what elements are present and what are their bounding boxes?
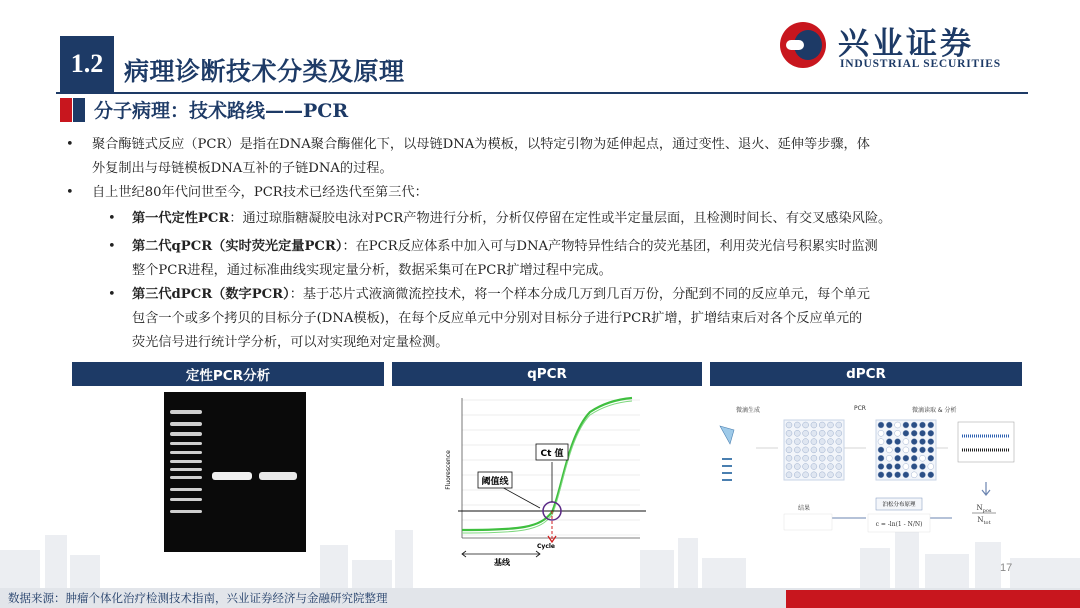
- droplet: [878, 472, 884, 478]
- droplet: [811, 472, 817, 478]
- subtitle: 分子病理：技术路线——PCR: [94, 100, 349, 122]
- section-number: 1.2: [60, 36, 114, 92]
- dpcr-step2: PCR: [854, 405, 866, 412]
- droplet: [903, 472, 909, 478]
- droplet: [794, 439, 800, 445]
- droplet: [803, 455, 809, 461]
- gen3-text1: ：基于芯片式液滴微流控技术，将一个样本分成几万到几百万份，分配到不同的反应单元，每个单元: [289, 287, 870, 302]
- droplet: [836, 464, 842, 470]
- gen3-text2: 包含一个或多个拷贝的目标分子(DNA模板)，在每个反应单元中分别对目标分子进行PCR扩增，扩增结束后对各个反应单元的: [132, 311, 863, 326]
- droplet: [911, 422, 917, 428]
- droplet: [811, 422, 817, 428]
- droplet: [836, 430, 842, 436]
- dpcr-result: 结果: [798, 505, 811, 512]
- droplet: [794, 430, 800, 436]
- bullet-dot: •: [66, 185, 74, 200]
- droplet: [811, 464, 817, 470]
- droplet: [786, 439, 792, 445]
- panel-header-qualitative: 定性PCR分析: [72, 362, 384, 386]
- formula-den-sub: tot: [983, 520, 991, 526]
- droplet: [828, 430, 834, 436]
- droplet: [928, 472, 934, 478]
- droplet: [786, 472, 792, 478]
- bullet-2: 自上世纪80年代问世至今，PCR技术已经迭代至第三代：: [92, 185, 428, 200]
- logo-text-cn: 兴业证券: [838, 26, 974, 62]
- droplet: [911, 439, 917, 445]
- droplet: [811, 455, 817, 461]
- droplet: [903, 430, 909, 436]
- page-title: 病理诊断技术分类及原理: [124, 57, 405, 86]
- sub-bullet-dot: •: [108, 287, 116, 302]
- footer-accent: [786, 590, 1080, 608]
- droplet: [811, 439, 817, 445]
- droplet: [836, 439, 842, 445]
- droplet: [828, 422, 834, 428]
- droplet: [895, 430, 901, 436]
- droplet: [794, 472, 800, 478]
- droplet: [836, 422, 842, 428]
- logo-icon-cut: [786, 40, 804, 50]
- panel-header-qpcr: qPCR: [392, 362, 702, 386]
- droplet: [803, 464, 809, 470]
- droplet: [920, 447, 926, 453]
- droplet: [828, 439, 834, 445]
- gen1-text: ：通过琼脂糖凝胶电泳对PCR产物进行分析，分析仅停留在定性或半定量层面，且检测时间长、有交叉感染风险。: [229, 211, 892, 226]
- droplet: [928, 455, 934, 461]
- droplet: [786, 455, 792, 461]
- dpcr-poisson: 泊松分布原理: [882, 502, 916, 508]
- droplet: [794, 464, 800, 470]
- droplet: [828, 464, 834, 470]
- gen1-label: 第一代定性PCR: [132, 211, 230, 226]
- logo-text-en: INDUSTRIAL SECURITIES: [840, 58, 1001, 70]
- droplet: [886, 455, 892, 461]
- gen1-item: [132, 207, 891, 231]
- droplet: [920, 472, 926, 478]
- gen3-label: 第三代dPCR（数字PCR）: [132, 287, 290, 302]
- gen2-text1: ：在PCR反应体系中加入可与DNA产物特异性结合的荧光基团，利用荧光信号积累实时监测: [342, 239, 878, 254]
- droplet: [903, 447, 909, 453]
- gen3-text3: 荧光信号进行统计学分析，可以对实现绝对定量检测。: [132, 335, 449, 350]
- header-divider: [56, 92, 1028, 94]
- droplet: [911, 430, 917, 436]
- droplet: [895, 455, 901, 461]
- ct-label: Ct 值: [540, 449, 564, 459]
- droplet: [819, 430, 825, 436]
- droplet: [819, 455, 825, 461]
- droplet: [895, 464, 901, 470]
- droplet: [886, 422, 892, 428]
- x-axis-label: Cycle: [537, 543, 555, 550]
- droplet: [786, 464, 792, 470]
- panel-header-dpcr: dPCR: [710, 362, 1022, 386]
- droplet: [920, 439, 926, 445]
- droplet: [786, 422, 792, 428]
- droplet: [786, 447, 792, 453]
- formula-num-sub: pos: [982, 508, 992, 514]
- droplet: [895, 422, 901, 428]
- droplet: [819, 439, 825, 445]
- droplet: [886, 472, 892, 478]
- source-note: 数据来源：肿瘤个体化治疗检测技术指南，兴业证券经济与金融研究院整理: [8, 591, 388, 605]
- sub-bullet-dot: •: [108, 239, 116, 254]
- droplet: [903, 455, 909, 461]
- droplet: [903, 439, 909, 445]
- droplet: [895, 447, 901, 453]
- droplet: [828, 447, 834, 453]
- qpcr-amplification-chart: [440, 390, 652, 568]
- droplet: [886, 430, 892, 436]
- droplet: [819, 422, 825, 428]
- droplet: [903, 464, 909, 470]
- droplet: [903, 422, 909, 428]
- gen3-item: [132, 283, 1032, 355]
- droplet: [920, 455, 926, 461]
- gen2-item: [132, 235, 1032, 283]
- formula-num: N: [976, 504, 983, 512]
- droplet: [794, 422, 800, 428]
- droplet: [828, 472, 834, 478]
- droplet: [928, 439, 934, 445]
- droplet: [911, 472, 917, 478]
- page-number: 17: [1000, 562, 1013, 574]
- dpcr-step3: 微滴读取 & 分析: [912, 407, 957, 414]
- gen2-label: 第二代qPCR（实时荧光定量PCR）: [132, 239, 343, 254]
- baseline-label: 基线: [494, 558, 510, 567]
- droplet: [794, 455, 800, 461]
- droplet: [878, 455, 884, 461]
- droplet: [819, 447, 825, 453]
- dpcr-workflow-diagram: [716, 398, 1016, 548]
- droplet: [836, 447, 842, 453]
- gen2-text2: 整个PCR进程，通过标准曲线实现定量分析，数据采集可在PCR扩增过程中完成。: [132, 263, 612, 278]
- droplet: [878, 464, 884, 470]
- droplet: [886, 447, 892, 453]
- threshold-label: 阈值线: [481, 477, 509, 487]
- droplet: [878, 430, 884, 436]
- droplet: [819, 472, 825, 478]
- droplet: [786, 430, 792, 436]
- droplet: [920, 422, 926, 428]
- sub-bullet-dot: •: [108, 211, 116, 226]
- bullet-1: [92, 133, 1032, 181]
- bullet-dot: •: [66, 137, 74, 152]
- droplet: [928, 422, 934, 428]
- droplet: [803, 439, 809, 445]
- droplet: [819, 464, 825, 470]
- droplet: [803, 447, 809, 453]
- bullet-1-line2: 外复制出与母链模板DNA互补的子链DNA的过程。: [92, 161, 393, 176]
- droplet: [886, 464, 892, 470]
- droplet: [836, 455, 842, 461]
- droplet: [895, 472, 901, 478]
- droplet: [878, 439, 884, 445]
- droplet: [878, 447, 884, 453]
- droplet: [911, 447, 917, 453]
- subtitle-marker-red: [60, 98, 72, 122]
- droplet: [794, 447, 800, 453]
- droplet: [886, 439, 892, 445]
- droplet: [895, 439, 901, 445]
- svg-text:Ntot: [977, 516, 990, 526]
- dpcr-step1: 微滴生成: [736, 407, 761, 414]
- bullet-1-line1: 聚合酶链式反应（PCR）是指在DNA聚合酶催化下，以母链DNA为模板，以特定引物为延伸起点，通过变性、退火、延伸等步骤，体: [92, 137, 870, 152]
- formula-den: N: [977, 516, 984, 524]
- y-axis-label: Fluorescence: [445, 450, 452, 490]
- droplet: [911, 455, 917, 461]
- droplet: [836, 472, 842, 478]
- droplet: [828, 455, 834, 461]
- droplet: [878, 422, 884, 428]
- droplet: [811, 447, 817, 453]
- droplet: [811, 430, 817, 436]
- svg-text:Npos: [977, 504, 992, 514]
- droplet: [911, 464, 917, 470]
- subtitle-marker-blue: [73, 98, 85, 122]
- droplet: [928, 447, 934, 453]
- svg-text:c = -ln(1 - N/N): c = -ln(1 - N/N): [875, 521, 923, 528]
- droplet: [928, 464, 934, 470]
- gel-electrophoresis-image: [164, 392, 306, 552]
- droplet: [803, 430, 809, 436]
- droplet: [920, 430, 926, 436]
- droplet: [803, 422, 809, 428]
- droplet: [928, 430, 934, 436]
- droplet: [920, 464, 926, 470]
- droplet: [803, 472, 809, 478]
